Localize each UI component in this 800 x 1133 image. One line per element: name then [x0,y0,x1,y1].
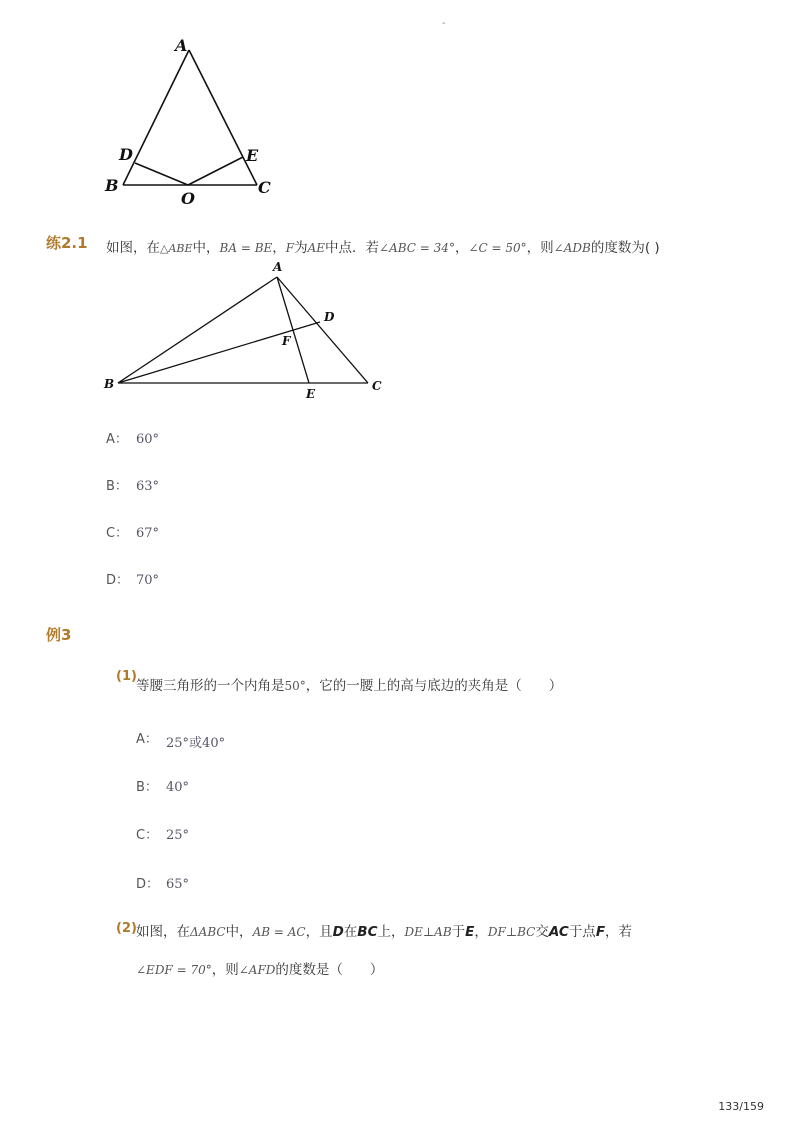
q-text: 如图，在 [106,240,160,256]
fig2-label-b: B [104,377,115,391]
q1-option-letter-d: D： [136,877,160,892]
q-math: ∠ABC = 34° [379,241,455,255]
fig2-label-a: A [273,260,283,274]
q-text: 如图，在 [136,924,190,940]
q-math: BA = BE [219,241,273,255]
q-text: ，则 [211,962,239,978]
q-math: ∠C = 50° [468,241,527,255]
q-math: ΔABC [190,925,226,939]
q-text: 为 [294,240,308,256]
fig1-label-e: E [246,146,259,165]
option-value-b[interactable]: 63° [136,479,160,494]
q1-question [136,674,562,694]
q-text: 上， [377,924,405,940]
q-text: ，且 [305,924,333,940]
q2-number: (2) [116,921,137,936]
q-math: ∠AFD [238,963,276,977]
option-letter-d: D： [106,573,130,588]
q-text: ，若 [605,924,633,940]
q-math: DF⊥BC [487,925,536,939]
q1-number: (1) [116,669,137,684]
q-math: 50° [284,679,306,693]
option-value-a[interactable]: 60° [136,432,160,447]
fig2-label-e: E [306,387,316,401]
fig1-label-a: A [175,36,188,55]
fig2-label-f: F [282,334,291,348]
page-number: 133/159 [718,1100,764,1113]
fig1-label-o: O [181,189,195,208]
q-math: F [285,241,295,255]
q-math: ∠EDF = 70° [136,963,212,977]
fig1-label-d: D [119,145,133,164]
q1-option-letter-c: C： [136,828,159,843]
option-value-d[interactable]: 70° [136,573,160,588]
figure-triangle-abc-deo [95,30,295,210]
q-math: ∠ADB [553,241,591,255]
header-mark: - [442,18,446,29]
exercise-2-1-heading: 练2.1 [46,234,88,252]
q-text: ， [474,924,488,940]
q-text: 于点 [568,924,596,940]
q-text: ， [272,240,286,256]
q-text: 于 [451,924,466,940]
q-math: DE⊥AB [404,925,452,939]
q-math-bold: BC [357,924,378,940]
q-text: 的度数为( ) [590,240,660,256]
fig1-label-c: C [258,178,271,197]
option-letter-c: C： [106,526,129,541]
q-text: 中， [225,924,253,940]
fig2-label-c: C [372,379,382,393]
option-letter-b: B： [106,479,128,494]
example-3-heading: 例3 [46,626,72,644]
fig2-label-d: D [324,310,335,324]
q1-option-value-c[interactable]: 25° [166,828,190,843]
q-math: △ABE [160,242,193,255]
q-math: AE [307,241,326,255]
exercise-2-1-question [106,236,660,256]
q-text: 的度数是（ ） [275,962,384,978]
q1-option-letter-b: B： [136,780,158,795]
q-text: 中， [192,240,220,256]
q-text: 交 [535,924,549,940]
q-math: AB = AC [252,925,306,939]
q-math-bold: AC [548,924,569,940]
q1-option-letter-a: A： [136,732,158,747]
q-math-bold: E [465,924,475,940]
q-math-bold: F [595,924,606,940]
q1-option-value-a[interactable]: 25°或40° [166,736,226,751]
fig1-label-b: B [105,176,119,195]
q1-option-value-d[interactable]: 65° [166,877,190,892]
option-letter-a: A： [106,432,128,447]
q-text: ，它的一腰上的高与底边的夹角是（ ） [305,678,563,694]
q1-option-value-b[interactable]: 40° [166,780,190,795]
q-text: 等腰三角形的一个内角是 [136,678,285,694]
option-value-c[interactable]: 67° [136,526,160,541]
q-text: ，则 [526,240,554,256]
q2-question-line-2 [136,958,383,978]
figure-triangle-abc-def [100,255,400,405]
q-text: 在 [343,924,358,940]
q2-question-line-1 [136,920,632,940]
q-text: ， [454,240,469,256]
q-math-bold: D [332,924,344,940]
q-text: 中点．若 [325,240,380,256]
